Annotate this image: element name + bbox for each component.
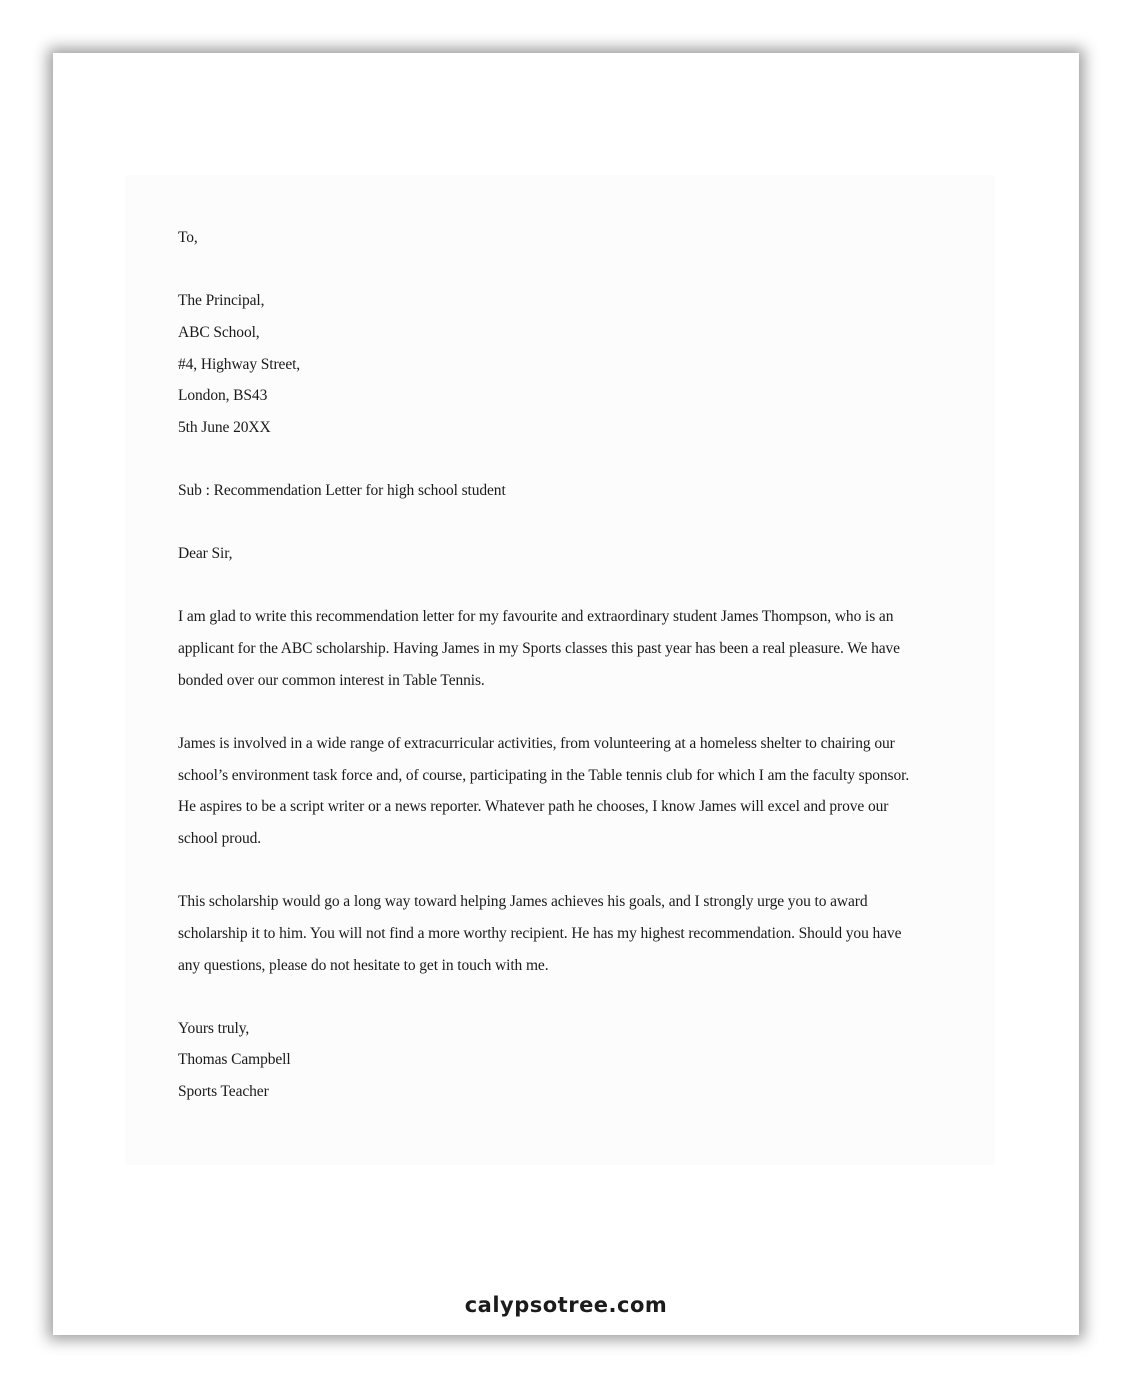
- recipient-city: London, BS43: [178, 387, 268, 404]
- signer-name: Thomas Campbell: [178, 1051, 291, 1068]
- paragraph-1-line-1: I am glad to write this recommendation letter for my favourite and extraordinary student James Thompson, who is an: [178, 608, 894, 625]
- paragraph-1-line-2: applicant for the ABC scholarship. Having James in my Sports classes this past year has been a real pleasure. We have: [178, 640, 900, 657]
- paragraph-2-line-1: James is involved in a wide range of extracurricular activities, from volunteering at a homeless shelter to chairing our: [178, 735, 895, 752]
- paragraph-3-line-2: scholarship it to him. You will not find a more worthy recipient. He has my highest recommendation. Should you have: [178, 925, 902, 942]
- paragraph-3-line-1: This scholarship would go a long way toward helping James achieves his goals, and I strongly urge you to award: [178, 893, 868, 910]
- recipient-street: #4, Highway Street,: [178, 356, 301, 373]
- letter-date: 5th June 20XX: [178, 419, 271, 436]
- paragraph-3-line-3: any questions, please do not hesitate to get in touch with me.: [178, 957, 549, 974]
- salutation-to: To,: [178, 229, 198, 246]
- recipient-title: The Principal,: [178, 292, 265, 309]
- greeting: Dear Sir,: [178, 545, 233, 562]
- paragraph-1-line-3: bonded over our common interest in Table Tennis.: [178, 672, 485, 689]
- paragraph-2-line-3: He aspires to be a script writer or a news reporter. Whatever path he chooses, I know James will excel and prove our: [178, 798, 889, 815]
- paragraph-2-line-4: school proud.: [178, 830, 262, 847]
- letter-subject: Sub : Recommendation Letter for high school student: [178, 482, 506, 499]
- closing: Yours truly,: [178, 1020, 250, 1037]
- paragraph-2-line-2: school’s environment task force and, of course, participating in the Table tennis club for which I am the faculty sponsor.: [178, 767, 910, 784]
- recipient-school: ABC School,: [178, 324, 260, 341]
- signer-title: Sports Teacher: [178, 1083, 269, 1100]
- watermark: calypsotree.com: [464, 1293, 668, 1317]
